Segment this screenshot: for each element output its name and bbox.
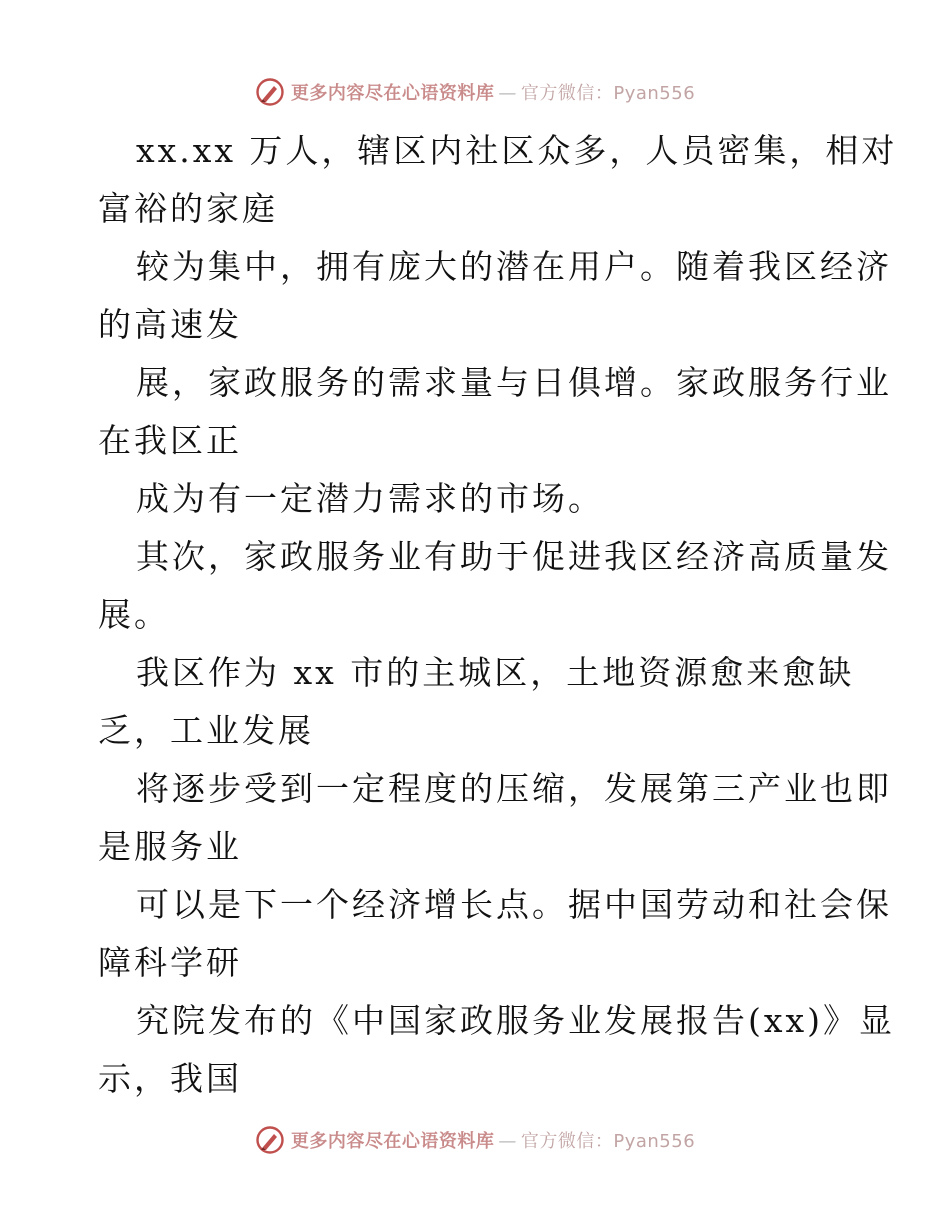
text-line: 展，家政服务的需求量与日俱增。家政服务行业 [136,363,892,402]
watermark-header [0,72,950,112]
text-line: 障科学研 [98,943,242,982]
document-body [98,122,898,1108]
text-line: 示，我国 [98,1059,242,1098]
text-line: 是服务业 [98,827,242,866]
text-line: xx.xx 万人，辖区内社区众多，人员密集，相对 [136,131,898,170]
text-line: 展。 [98,595,170,634]
text-line: 较为集中，拥有庞大的潜在用户。随着我区经济 [136,247,892,286]
pen-in-circle-icon [255,1125,285,1155]
text-line: 究院发布的《中国家政服务业发展报告(xx)》显 [136,1001,895,1040]
text-line: 其次，家政服务业有助于促进我区经济高质量发 [136,537,892,576]
text-line: 的高速发 [98,305,242,344]
text-line: 富裕的家庭 [98,189,278,228]
text-line: 乏，工业发展 [98,711,314,750]
text-line: 成为有一定潜力需求的市场。 [136,479,604,518]
pen-in-circle-icon [255,77,285,107]
text-line: 我区作为 xx 市的主城区，土地资源愈来愈缺 [136,653,855,692]
watermark-text: 更多内容尽在心语资料库 — 官方微信：Pyan556 [290,83,696,104]
watermark-footer [0,1120,950,1160]
text-line: 可以是下一个经济增长点。据中国劳动和社会保 [136,885,892,924]
text-line: 在我区正 [98,421,242,460]
watermark-text: 更多内容尽在心语资料库 — 官方微信：Pyan556 [290,1131,696,1152]
text-line: 将逐步受到一定程度的压缩，发展第三产业也即 [136,769,892,808]
